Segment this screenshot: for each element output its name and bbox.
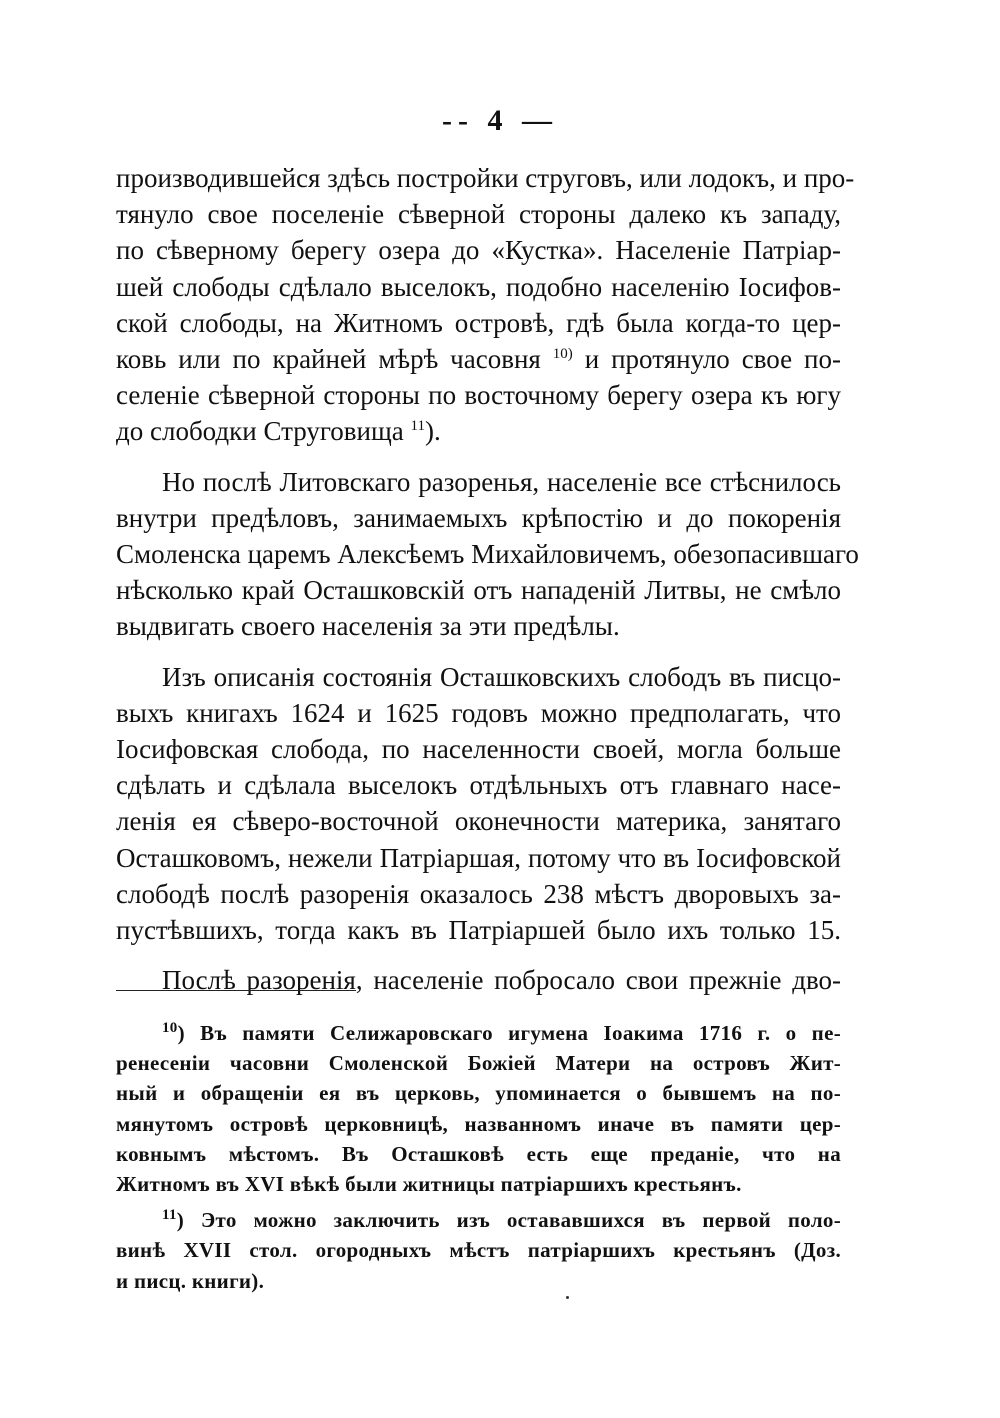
page-number: -- 4 — [442,104,558,137]
text-line: нѣсколько край Осташковскій отъ нападеній Литвы, не смѣло [116,575,841,606]
footnote-line: и писц. книги). [116,1268,265,1293]
footnote-ref-10[interactable]: 10) [552,346,573,363]
footnote-10 [116,1018,841,1199]
text-line: Смоленска царемъ Алексѣемъ Михайловичемъ, обезопасившаго [116,539,859,570]
paragraph-4 [116,962,841,998]
text-line: Изъ описанія состоянія Осташковскихъ слободъ въ писцо- [162,661,841,692]
text-line: шей слободы сдѣлало выселокъ, подобно населенію Іосифов- [116,271,841,302]
footnote-line [116,1018,841,1048]
footnote-line: мянутомъ островѣ церковницѣ, названномъ иначе въ памяти цер- [116,1111,841,1136]
text-line: пустѣвшихъ, тогда какъ въ Патріаршей было ихъ только 15. [116,915,841,946]
footnotes [116,1018,841,1302]
text-line-with-footnote [116,413,841,449]
footnote-line: Житномъ въ XVI вѣкѣ были житницы патріаршихъ крестьянъ. [116,1172,742,1197]
footnote-mark: 10 [162,1020,178,1036]
text-fragment: ковь или по крайней мѣрѣ часовня [116,344,553,375]
text-line: Іосифовская слобода, по населенности своей, могла больше [116,734,841,765]
text-fragment: ) Въ памяти Селижаровскаго игумена Іоакима 1716 г. о пе- [177,1021,841,1045]
footnote-11 [116,1205,841,1296]
text-line: слободѣ послѣ разоренія оказалось 238 мѣстъ дворовыхъ за- [116,878,841,909]
footnote-line: ренесеніи часовни Смоленской Божіей Матери на островъ Жит- [116,1051,841,1076]
text-line: тянуло свое поселеніе сѣверной стороны далеко къ западу, [116,199,841,230]
body-text [116,160,859,1012]
footnote-line: ный и обращеніи ея въ церковь, упоминается о бывшемъ на по- [116,1081,841,1106]
text-line: ской слободы, на Житномъ островѣ, гдѣ была когда-то цер- [116,307,841,338]
text-fragment: и протянуло свое по- [572,344,841,375]
text-line: ленія ея сѣверо-восточной оконечности материка, занятаго [116,806,841,837]
text-fragment: до слободки Струговища [116,416,411,447]
text-line: селеніе сѣверной стороны по восточному берегу озера къ югу [116,380,841,411]
paragraph-1 [116,160,855,450]
ink-speck [566,1296,569,1299]
text-fragment: ). [424,416,441,447]
text-line: Послѣ разоренія, населеніе побросало свои прежніе дво- [162,965,841,996]
text-line: внутри предѣловъ, занимаемыхъ крѣпостію и до покоренія [116,502,841,533]
text-line: выхъ книгахъ 1624 и 1625 годовъ можно предполагать, что [116,697,841,728]
footnote-line: ковнымъ мѣстомъ. Въ Осташковѣ есть еще преданіе, что на [116,1141,841,1166]
text-fragment: ) Это можно заключить изъ остававшихся въ первой поло- [176,1208,841,1233]
footnote-line: винѣ XVII стол. огородныхъ мѣстъ патріаршихъ крестьянъ (Доз. [116,1238,841,1263]
paragraph-3 [116,659,841,949]
text-line: Но послѣ Литовскаго разоренья, населеніе все стѣснилось [162,466,841,497]
text-line-with-footnote [116,341,841,377]
text-line: выдвигать своего населенія за эти предѣлы. [116,611,620,642]
text-line: Осташковомъ, нежели Патріаршая, потому что въ Іосифовской [116,842,841,873]
text-line: производившейся здѣсь постройки струговъ, или лодокъ, и про- [116,163,855,193]
footnote-divider [116,990,356,991]
text-line: по сѣверному берегу озера до «Кустка». Населеніе Патріар- [116,235,841,266]
paragraph-2 [116,464,859,645]
text-line: сдѣлать и сдѣлала выселокъ отдѣльныхъ отъ главнаго насе- [116,770,841,801]
footnote-mark: 11 [162,1207,177,1224]
footnote-ref-11[interactable]: 11 [410,418,425,435]
footnote-line [116,1205,841,1235]
